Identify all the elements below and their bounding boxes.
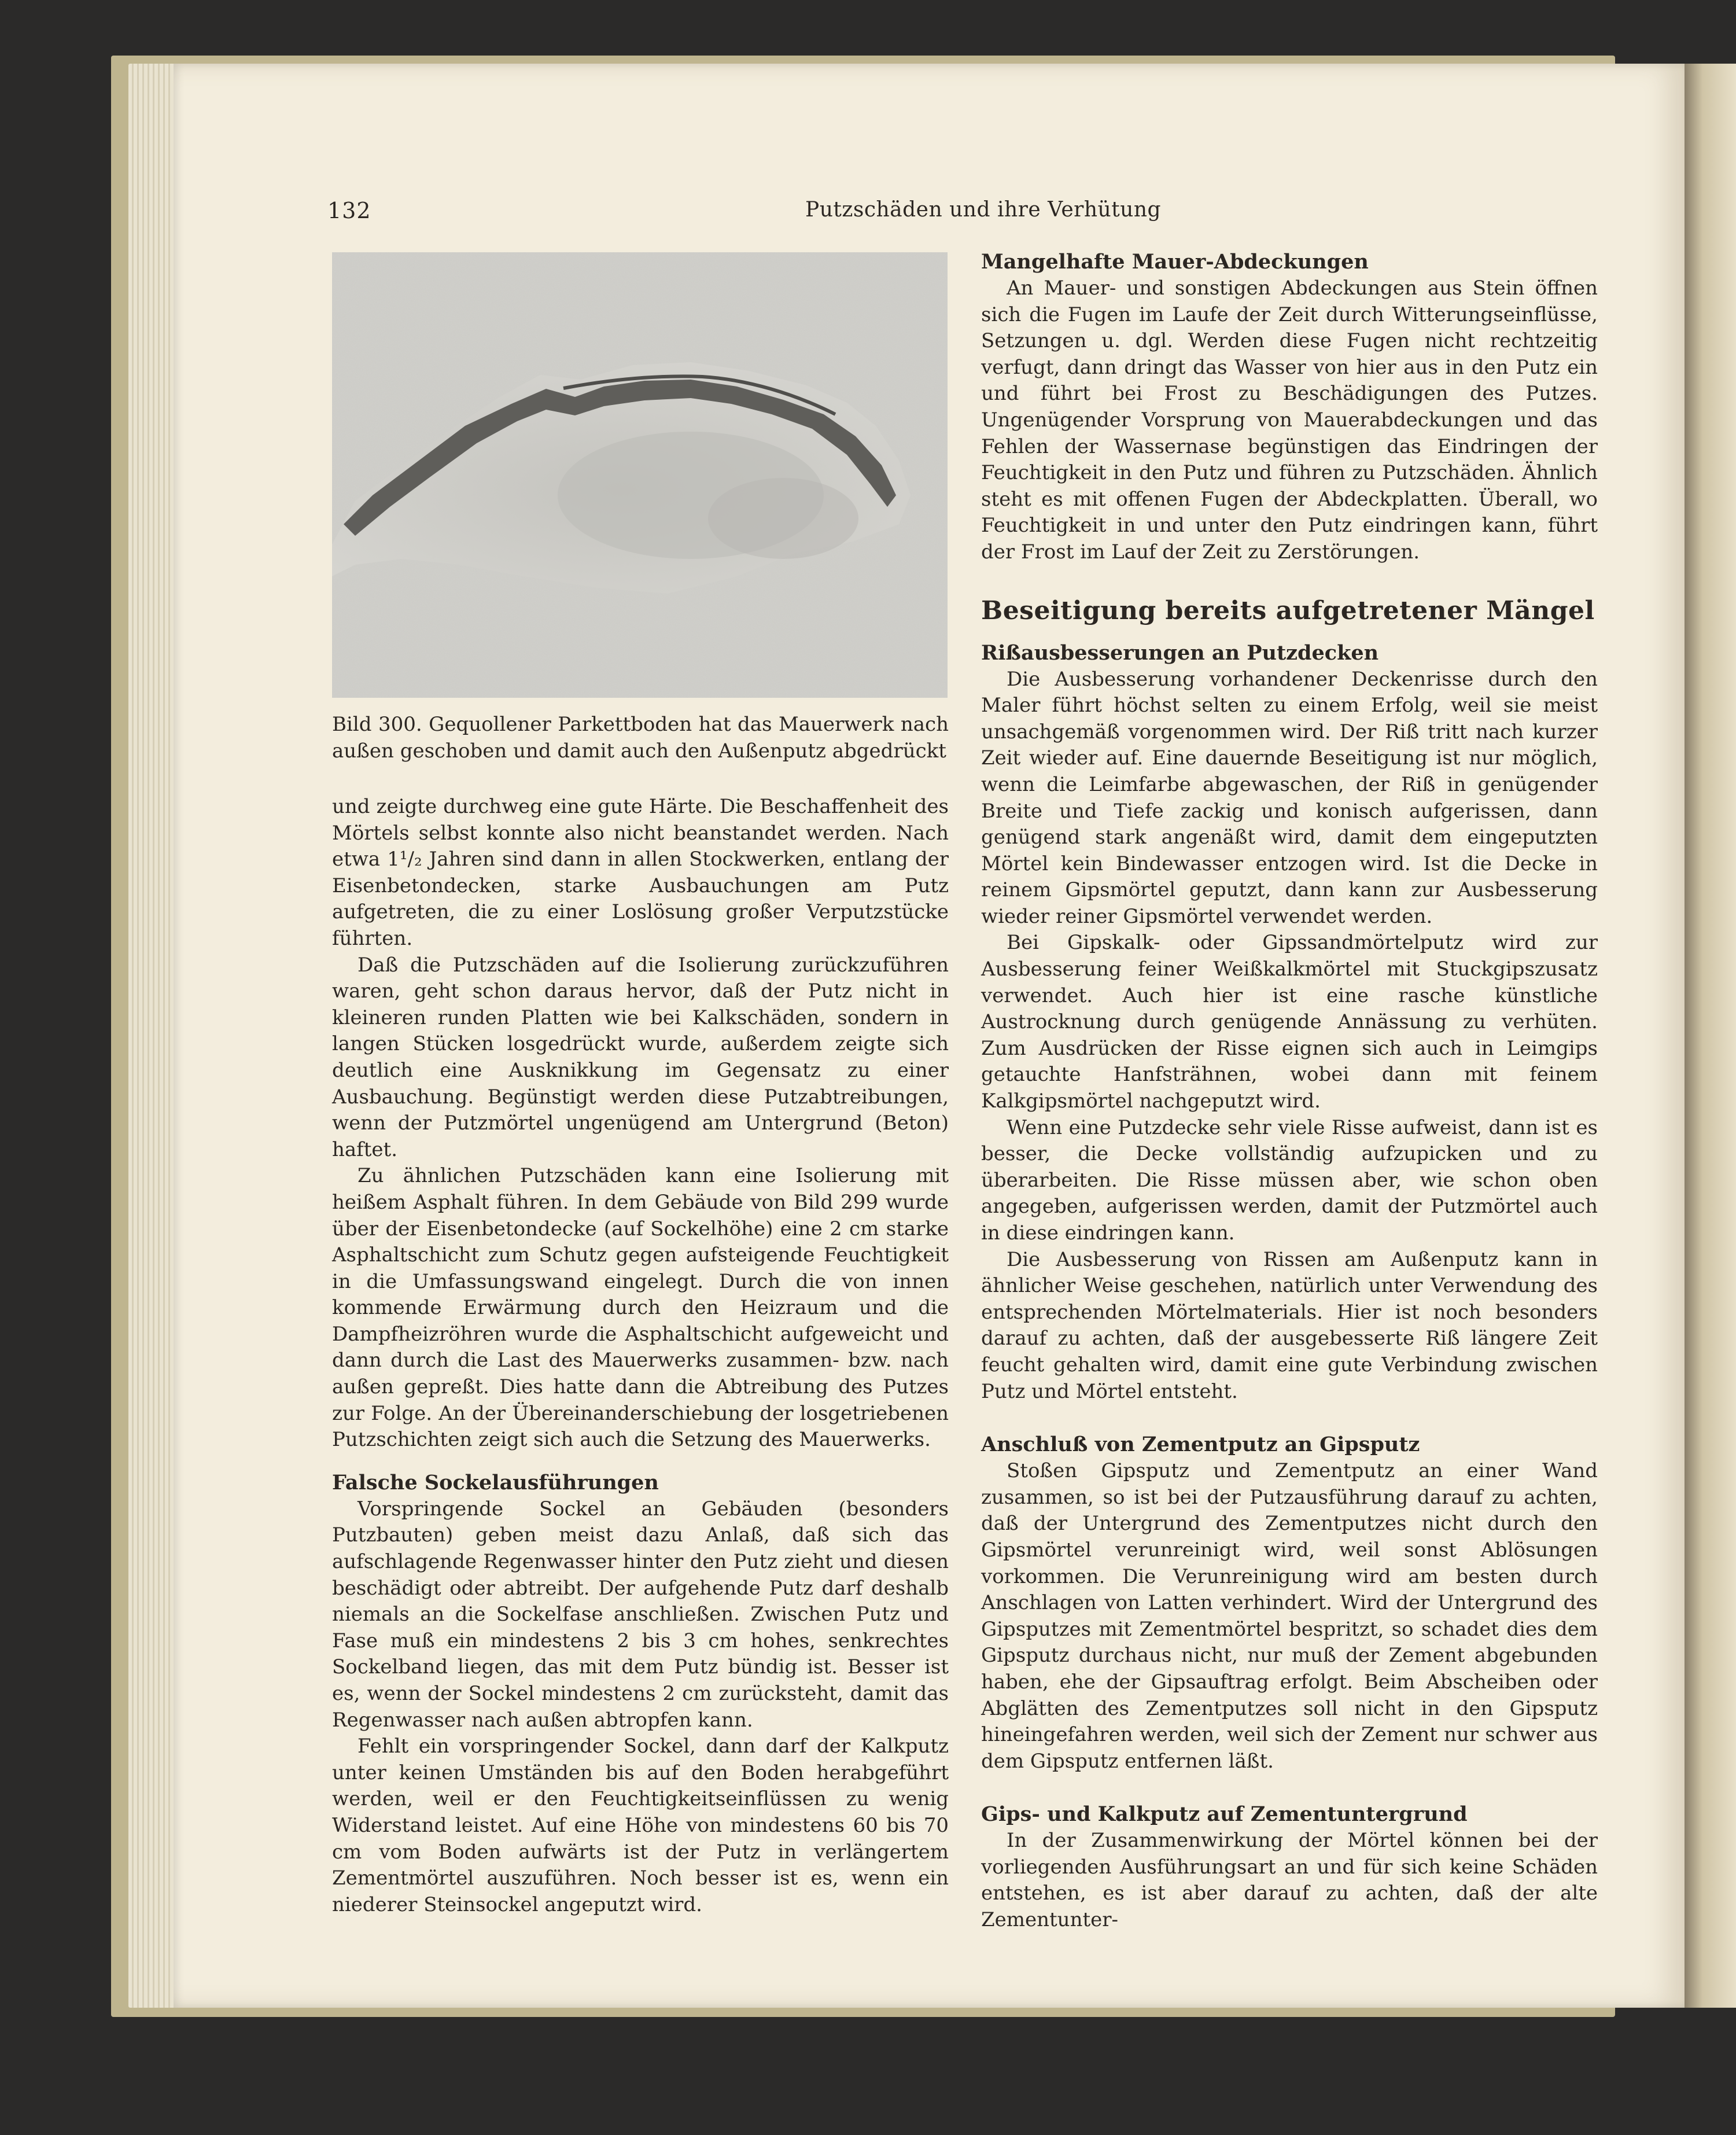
paragraph: Fehlt ein vorspringender Sockel, dann darf der Kalkputz unter keinen Umständen bis auf den Boden herabgeführt werden, weil er den Feuchtigkeitseinflüssen zu wenig Widerstand leistet. Auf eine Höhe von mindestens 60 bis 70 cm vom Boden aufwärts ist der Putz in verlängertem Zementmörtel auszuführen. Noch besser ist es, wenn ein niederer Steinsockel angeputzt wird. [332, 1735, 949, 1916]
right-column [981, 249, 1598, 1934]
section-heading: Anschluß von Zementputz an Gipsputz [981, 1433, 1420, 1457]
figure-caption: Bild 300. Gequollener Parkettboden hat das Mauerwerk nach außen geschoben und damit auch den Außenputz abgedrückt [332, 713, 949, 763]
paragraph: Die Ausbesserung vorhandener Deckenrisse durch den Maler führt höchst selten zu einem Erfolg, weil sie meist unsachgemäß vorgenommen wird. Der Riß tritt nach kurzer Zeit wieder auf. Eine dauernde Beseitigung ist nur möglich, wenn die Leimfarbe abgewaschen, der Riß in genügender Breite und Tiefe zackig und konisch aufgerissen, dann genügend stark angenäßt wird, damit dem eingeputzten Mörtel kein Bindewasser entzogen wird. Ist die Decke in reinem Gipsmörtel geputzt, dann kann zur Ausbesserung wieder reiner Gipsmörtel verwendet werden. [981, 667, 1598, 928]
paragraph: In der Zusammenwirkung der Mörtel können bei der vorliegenden Ausführungsart an und für sich keine Schäden entstehen, es ist aber darauf zu achten, daß der alte Zementunter- [981, 1829, 1598, 1932]
page-number: 132 [327, 198, 371, 223]
paragraph: An Mauer- und sonstigen Abdeckungen aus Stein öffnen sich die Fugen im Laufe der Zeit durch Witterungseinflüsse, Setzungen u. dgl. Werden diese Fugen nicht rechtzeitig verfugt, dann dringt das Wasser von hier aus in den Putz ein und führt bei Frost zu Beschädigungen des Putzes. Ungenügender Vorsprung von Mauerabdeckungen und das Fehlen der Wassernase begünstigen das Eindringen der Feuchtigkeit in den Putz und führen zu Putzschäden. Ähnlich steht es mit offenen Fugen der Abdeckplatten. Überall, wo Feuchtigkeit in und unter den Putz eindringen kann, führt der Frost im Lauf der Zeit zu Zerstörungen. [981, 277, 1598, 564]
paragraph: Die Ausbesserung von Rissen am Außenputz kann in ähnlicher Weise geschehen, natürlich unter Verwendung des entsprechenden Mörtelmaterials. Hier ist noch besonders darauf zu achten, daß der ausgebesserte Riß längere Zeit feucht gehalten wird, damit eine gute Verbindung zwischen Putz und Mörtel entsteht. [981, 1247, 1598, 1403]
section-heading: Gips- und Kalkputz auf Zementuntergrund [981, 1802, 1468, 1827]
paragraph: Wenn eine Putzdecke sehr viele Risse aufweist, dann ist es besser, die Decke vollständig aufzupicken und zu überarbeiten. Die Risse müssen aber, wie schon oben angegeben, aufgerissen werden, damit der Putzmörtel auch in diese eindringen kann. [981, 1116, 1598, 1245]
running-title: Putzschäden und ihre Verhütung [805, 198, 1162, 222]
plaster-crack-photo [332, 252, 948, 698]
facing-page-edge [1685, 64, 1736, 2008]
left-column [332, 794, 949, 1918]
section-heading: Rißausbesserungen an Putzdecken [981, 640, 1379, 665]
chapter-heading: Beseitigung bereits aufgetretener Mängel [981, 595, 1595, 625]
paragraph: Zu ähnlichen Putzschäden kann eine Isolierung mit heißem Asphalt führen. In dem Gebäude von Bild 299 wurde über der Eisenbetondecke (auf Sockelhöhe) eine 2 cm starke Asphaltschicht zum Schutz gegen aufsteigende Feuchtigkeit in die Umfassungswand eingelegt. Durch die von innen kommende Erwärmung durch den Heizraum und die Dampfheizröhren wurde die Asphaltschicht aufgeweicht und dann durch die Last des Mauerwerks zusammen- bzw. nach außen gepreßt. Dies hatte dann die Abtreibung des Putzes zur Folge. An der Übereinanderschiebung der losgetriebenen Putzschichten zeigt sich auch die Setzung des Mauerwerks. [332, 1164, 949, 1452]
paragraph: Daß die Putzschäden auf die Isolierung zurückzuführen waren, geht schon daraus hervor, daß der Putz nicht in kleineren runden Platten wie bei Kalkschäden, sondern in langen Stücken losgedrückt wurde, außerdem zeigte sich deutlich eine Ausknikkung im Gegensatz zu einer Ausbauchung. Begünstigt werden diese Putzabtreibungen, wenn der Putzmörtel ungenügend am Untergrund (Beton) haftet. [332, 953, 949, 1161]
section-heading: Falsche Sockelausführungen [332, 1470, 659, 1494]
section-heading: Mangelhafte Mauer-Abdeckungen [981, 250, 1369, 274]
paragraph: Bei Gipskalk- oder Gipssandmörtelputz wird zur Ausbesserung feiner Weißkalkmörtel mit Stuckgipszusatz verwendet. Auch hier ist eine rasche künstliche Austrocknung durch genügende Annässung zu verhüten. Zum Ausdrücken der Risse eignen sich auch in Leimgips getauchte Hanfsträhnen, wobei dann mit feinem Kalkgipsmörtel nachgeputzt wird. [981, 931, 1598, 1113]
paragraph: und zeigte durchweg eine gute Härte. Die Beschaffenheit des Mörtels selbst konnte also nicht beanstandet werden. Nach etwa 1¹/₂ Jahren sind dann in allen Stockwerken, entlang der Eisenbetondecken, starke Ausbauchungen am Putz aufgetreten, die zu einer Loslösung großer Verputzstücke führten. [332, 795, 949, 950]
paragraph: Stoßen Gipsputz und Zementputz an einer Wand zusammen, so ist bei der Putzausführung darauf zu achten, daß der Untergrund des Zementputzes nicht durch den Gipsmörtel verunreinigt wird, weil sonst Ablösungen vorkommen. Die Verunreinigung wird am besten durch Anschlagen von Latten verhindert. Wird der Untergrund des Gipsputzes mit Zementmörtel bespritzt, so schadet dies dem Gipsputz durchaus nicht, nur muß der Zement abgebunden haben, ehe der Gipsauftrag erfolgt. Beim Abscheiben oder Abglätten des Zementputzes soll nicht in den Gipsputz hineingefahren werden, weil sich der Zement nur schwer aus dem Gipsputz entfernen läßt. [981, 1459, 1598, 1773]
paragraph: Vorspringende Sockel an Gebäuden (besonders Putzbauten) geben meist dazu Anlaß, daß sich das aufschlagende Regenwasser hinter den Putz zieht und diesen beschädigt oder abtreibt. Der aufgehende Putz darf deshalb niemals an die Sockelfase anschließen. Zwischen Putz und Fase muß ein mindestens 2 bis 3 cm hohes, senkrechtes Sockelband liegen, das mit dem Putz bündig ist. Besser ist es, wenn der Sockel mindestens 2 cm zurücksteht, damit das Regenwasser nach außen abtropfen kann. [332, 1497, 949, 1732]
